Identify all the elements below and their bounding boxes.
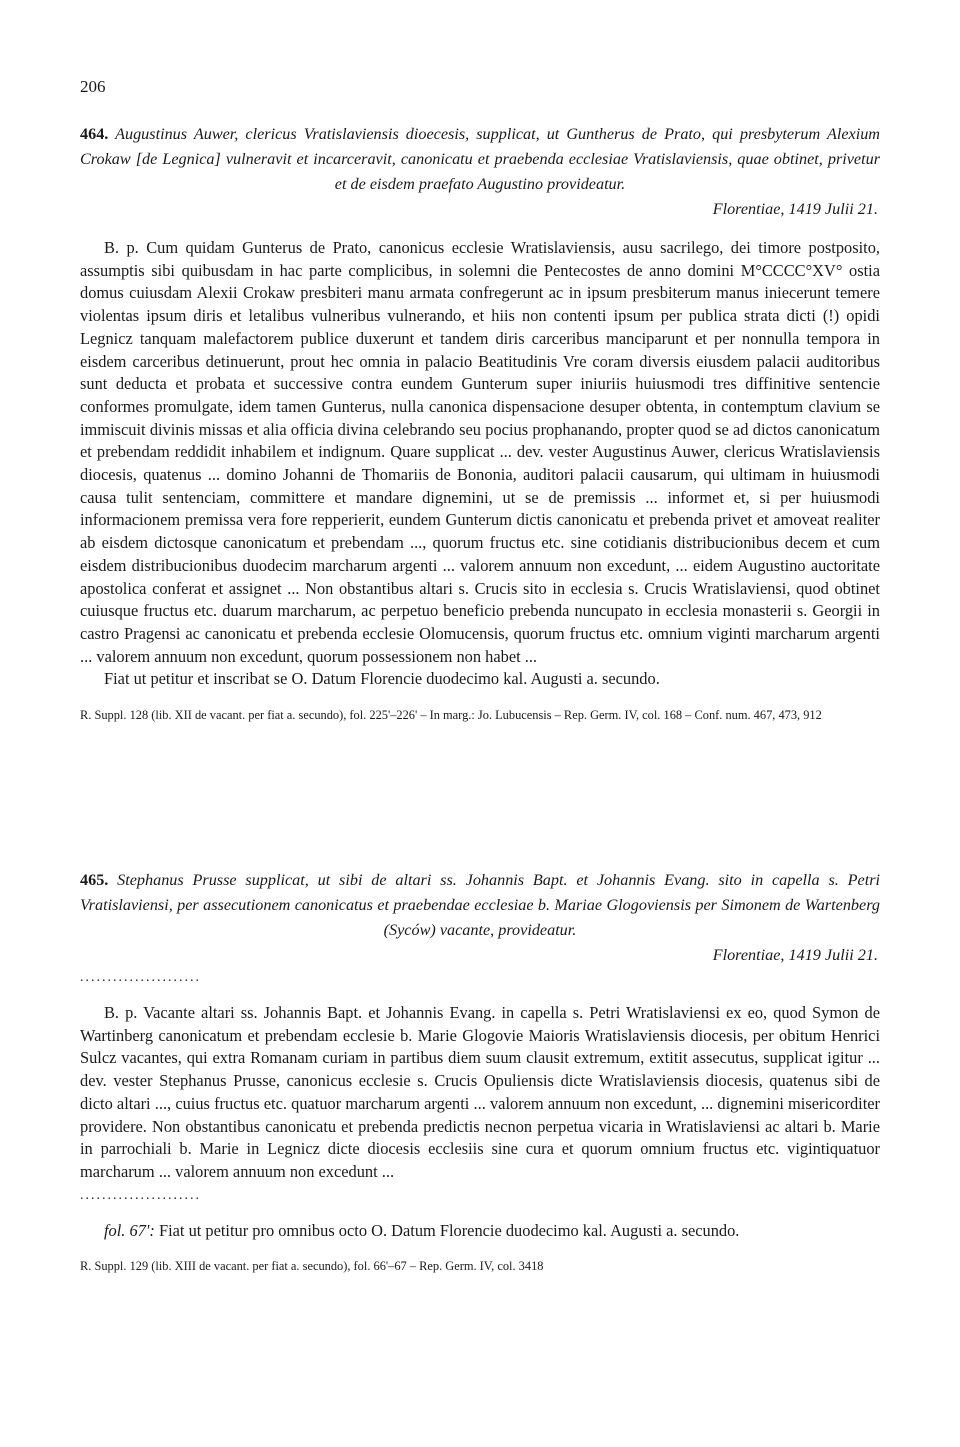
page-number: 206 bbox=[80, 77, 106, 96]
entry-number: 464. bbox=[80, 125, 109, 143]
entry-paragraph: Fiat ut petitur et inscribat se O. Datum Florencie duodecimo kal. Augusti a. secundo. bbox=[104, 669, 660, 689]
entry-paragraph: B. p. Vacante altari ss. Johannis Bapt. et Johannis Evang. in capella s. Petri Wratislaviensi ex eo, quod Symon de Wartinberg canonicatum et prebendam ecclesie b. Marie Glogovie Maioris Wratislaviensis diocesis, per obitum Henrici Sulcz vacantes, qui extra Romanam curiam in partibus diem suum clausit extremum, extitit assecutus, supplicat igitur ... dev. vester Stephanus Prusse, canonicus ecclesie s. Crucis Opuliensis dicte Wratislaviensis diocesis, quatenus sibi de dicto altari ..., cuius fructus etc. quatuor marcharum argenti ... valorem annuum non excedunt, ... dignemini misericorditer providere. Non obstantibus canonicatu et prebenda predictis necnon perpetua vicaria in Wratislaviensi ac altari b. Marie in parrochiali b. Marie in Legnicz dicte diocesis ecclesiis sine cura et quorum omnium fructus etc. vigintiquatuor marcharum ... valorem annuum non excedunt ... bbox=[80, 1003, 880, 1181]
entry-number: 465. bbox=[80, 871, 109, 889]
source-note: R. Suppl. 129 (lib. XIII de vacant. per fiat a. secundo), fol. 66'–67 – Rep. Germ. IV, col. 3418 bbox=[80, 1259, 544, 1274]
entry-heading bbox=[80, 868, 880, 943]
entry-date: Florentiae, 1419 Julii 21. bbox=[712, 200, 878, 218]
fol-label: fol. 67': bbox=[104, 1220, 155, 1240]
entry-body bbox=[80, 1002, 880, 1184]
omission-dots: ...................... bbox=[80, 1187, 201, 1203]
source-note: R. Suppl. 128 (lib. XII de vacant. per fiat a. secundo), fol. 225'–226' – In marg.: Jo. Lubucensis – Rep. Germ. IV, col. 168 – Conf. num. 467, 473, 912 bbox=[80, 708, 822, 723]
entry-body bbox=[80, 237, 880, 691]
entry-date: Florentiae, 1419 Julii 21. bbox=[712, 946, 878, 964]
entry-heading bbox=[80, 122, 880, 197]
fol-text: Fiat ut petitur pro omnibus octo O. Datum Florencie duodecimo kal. Augusti a. secundo. bbox=[158, 1220, 740, 1240]
omission-dots: ...................... bbox=[80, 970, 201, 985]
entry-464 bbox=[80, 122, 880, 725]
entry-summary: Stephanus Prusse supplicat, ut sibi de altari ss. Johannis Bapt. et Johannis Evang. sito in capella s. Petri Vratislaviensi, per assecutionem canonicatus et praebendae ecclesiae b. Mariae Glogoviensis per Simonem de Wartenberg (Syców) vacante, provideatur. bbox=[80, 871, 880, 939]
entry-465 bbox=[80, 868, 880, 1276]
entry-summary: Augustinus Auwer, clericus Vratislaviensis dioecesis, supplicat, ut Guntherus de Prato, qui presbyterum Alexium Crokaw [de Legnica] vulneravit et incarceravit, canonicatu et praebenda ecclesiae Vratislaviensis, quae obtinet, privetur et de eisdem praefato Augustino provideatur. bbox=[80, 125, 880, 193]
fol-line bbox=[80, 1220, 880, 1243]
entry-paragraph: B. p. Cum quidam Gunterus de Prato, canonicus ecclesie Wratislaviensis, ausu sacrilego, dei timore postposito, assumptis sibi quibusdam in hac parte complicibus, in solemni die Pentecostes de anno domini M°CCCC°XV° ostia domus cuiusdam Alexii Crokaw presbiteri manu armata confregerunt ac in ipsum presbiterum manus iniecerunt temere violentas ipsum diris et letalibus vulneribus vulnerando, et hiis non contenti ipsum per publica strata dicti (!) opidi Legnicz tanquam malefactorem publice duxerunt et tandem diris carceribus manciparunt et per nonnulla tempora in eisdem carceribus detinuerunt, prout hec omnia in palacio Beatitudinis Vre coram diversis eiusdem palacii auditoribus sunt deducta et probata et successive contra eundem Gunterum super iniuriis huiusmodi tres diffinitive sentencie conformes promulgate, idem tamen Gunterus, nulla canonica dispensacione desuper obtenta, in contemptum clavium se immiscuit divinis missas et alia officia divina celebrando seu pocius prophanando, propter quod se ad dictos canonicatum et prebendam reddidit inhabilem et indignum. Quare supplicat ... dev. vester Augustinus Auwer, clericus Wratislaviensis diocesis, quatenus ... domino Johanni de Thomariis de Bononia, auditori palacii causarum, qui ultimam in huiusmodi causa tulit sentenciam, committere et mandare dignemini, ut se de premissis ... informet et, si per huiusmodi informacionem premissa vera fore repperierit, eundem Gunterum dictis canonicatu et prebenda privet et amoveat realiter ab eisdem dictosque canonicatum et prebendam ..., quorum fructus etc. sine cotidianis distribucionibus decem et cum eisdem distribucionibus duodecim marcharum argenti ... valorem annuum non excedunt, ... eidem Augustino auctoritate apostolica conferat et assignet ... Non obstantibus altari s. Crucis sito in ecclesia s. Crucis Wratislaviensi, quod obtinet cuiusque fructus etc. duarum marcharum, ac perpetuo beneficio prebenda nuncupato in ecclesia monasterii s. Georgii in castro Pragensi ac canonicatu et prebenda ecclesie Olomucensis, quorum fructus etc. omnium viginti marcharum argenti ... valorem annuum non excedunt, quorum possessionem non habet ... bbox=[80, 238, 880, 666]
